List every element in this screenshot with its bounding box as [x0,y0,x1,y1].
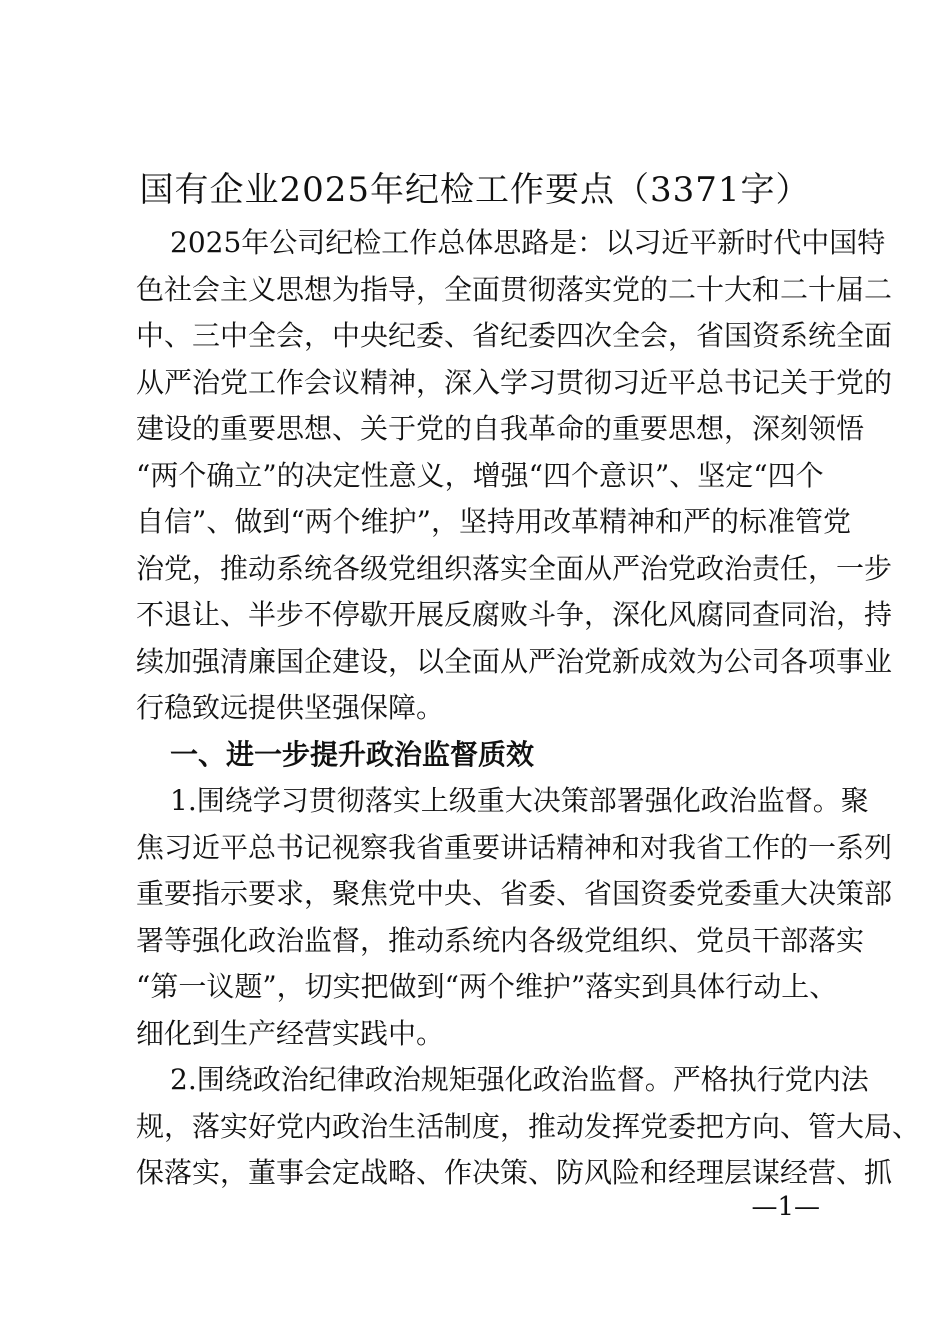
text-line: “第一议题”，切实把做到“两个维护”落实到具体行动上、 [136,970,838,1003]
text-line: 从严治党工作会议精神，深入学习贯彻习近平总书记关于党的 [136,365,893,399]
text-line: 1.围绕学习贯彻落实上级重大决策部署强化政治监督。聚 [170,784,869,817]
text-line: 细化到生产经营实践中。 [136,1016,445,1050]
text-line: 色社会主义思想为指导，全面贯彻落实党的二十大和二十届二 [136,272,893,306]
text-line: 一、进一步提升政治监督质效 [170,737,535,771]
text-line: 署等强化政治监督，推动系统内各级党组织、党员干部落实 [136,923,865,957]
text-line: 不退让、半步不停歇开展反腐败斗争，深化风腐同查同治，持 [136,598,893,631]
paragraph [136,1057,921,1197]
text-line: 行稳致远提供坚强保障。 [136,691,445,724]
text-line: 治党，推动系统各级党组织落实全面从严治党政治责任，一步 [136,551,893,585]
text-line: 保落实，董事会定战略、作决策、防风险和经理层谋经营、抓 [136,1156,893,1189]
text-line: 2025年公司纪检工作总体思路是：以习近平新时代中国特 [170,226,886,259]
text-line: 规，落实好党内政治生活制度，推动发挥党委把方向、管大局、 [136,1109,921,1143]
page-number: —1— [751,1192,820,1222]
document-title: 国有企业2025年纪检工作要点（3371字） [139,170,811,210]
text-line: 2.围绕政治纪律政治规矩强化政治监督。严格执行党内法 [170,1063,869,1096]
text-line: 续加强清廉国企建设，以全面从严治党新成效为公司各项事业 [136,644,893,678]
section-heading [136,732,816,779]
text-line: 中、三中全会，中央纪委、省纪委四次全会，省国资系统全面 [136,319,893,352]
paragraph [136,778,893,1057]
text-line: 重要指示要求，聚焦党中央、省委、省国资委党委重大决策部 [136,877,893,910]
text-line: “两个确立”的决定性意义，增强“四个意识”、坚定“四个 [136,458,824,492]
text-line: 建设的重要思想、关于党的自我革命的重要思想，深刻领悟 [136,412,865,445]
text-line: 焦习近平总书记视察我省重要讲话精神和对我省工作的一系列 [136,830,893,864]
document-body [136,220,921,1197]
paragraph [136,220,893,732]
text-line: 自信”、做到“两个维护”，坚持用改革精神和严的标准管党 [136,505,851,538]
